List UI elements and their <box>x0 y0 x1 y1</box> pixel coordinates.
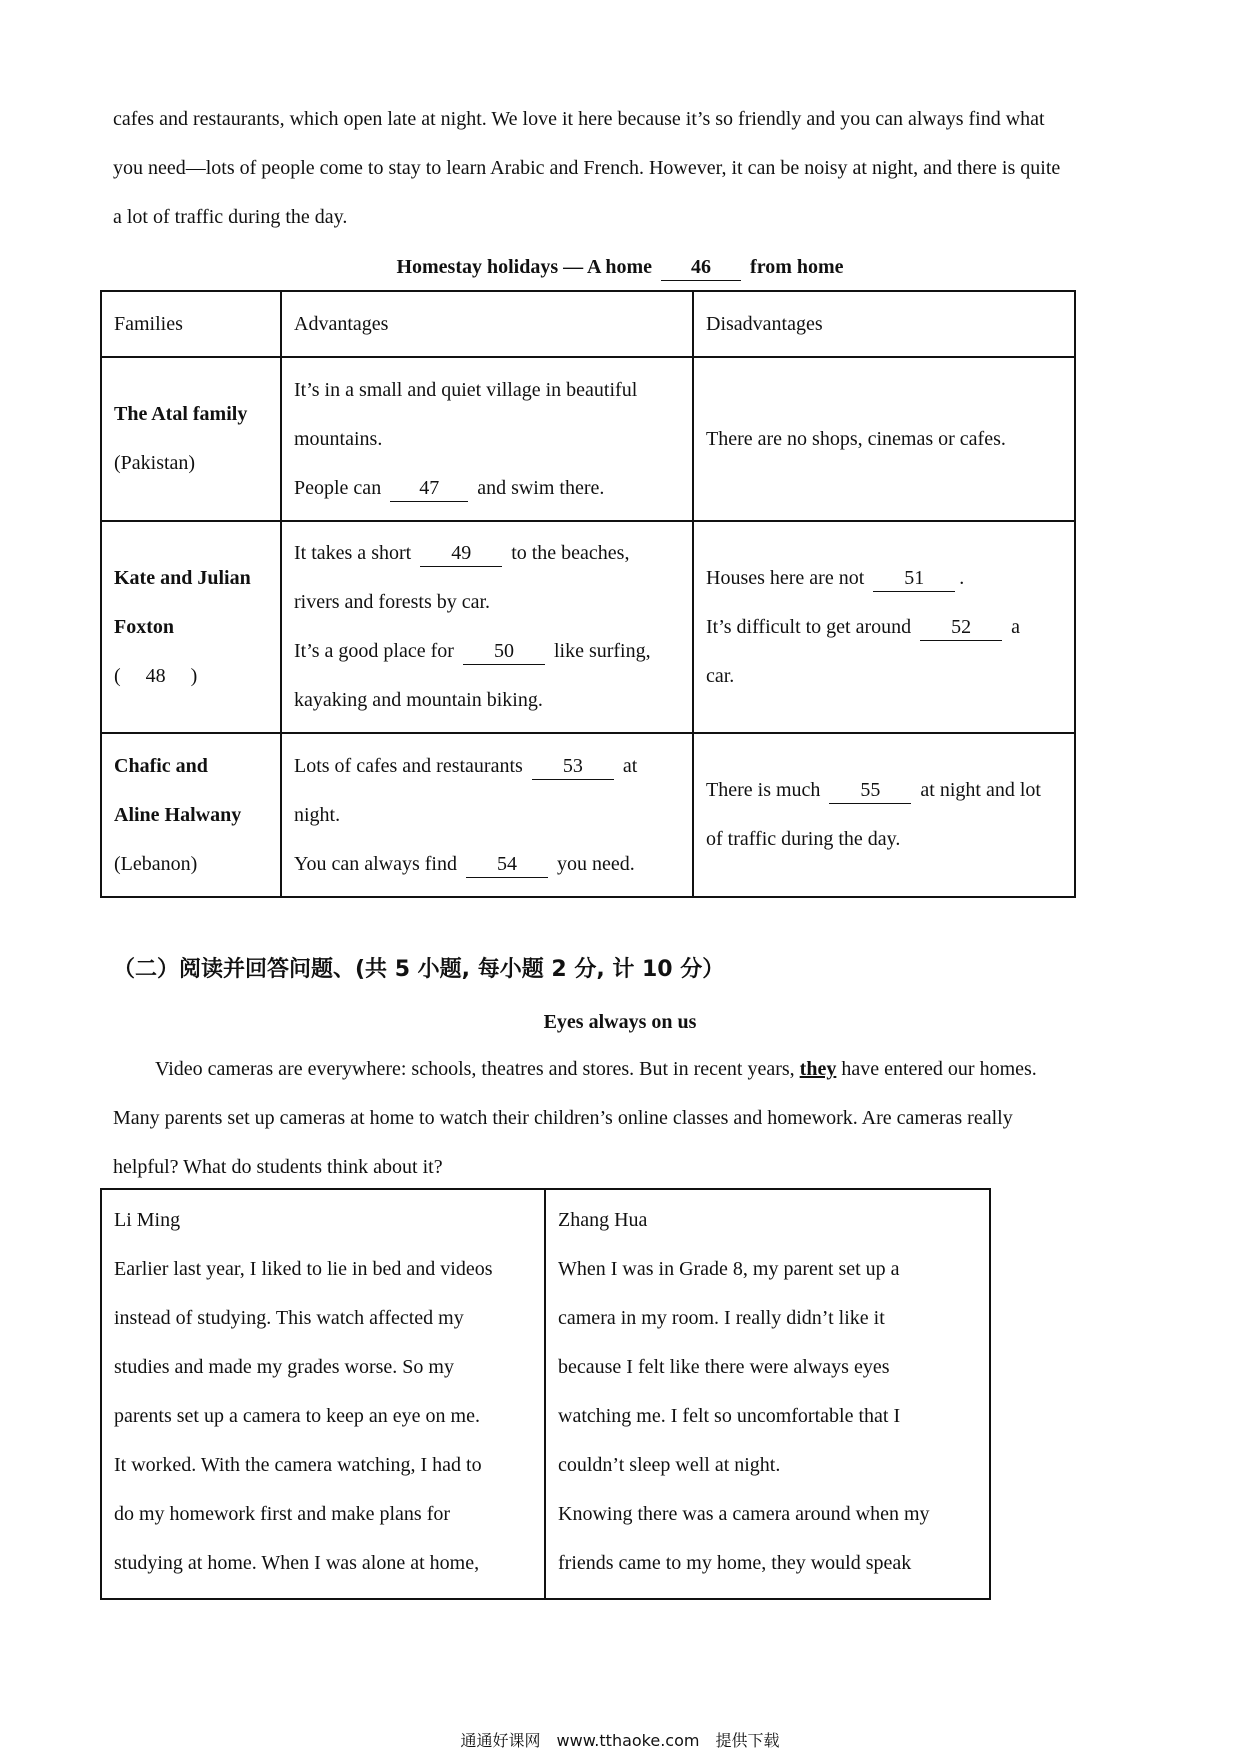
advantages-cell <box>281 357 693 521</box>
paren-open: ( <box>114 664 121 687</box>
family-cell <box>101 521 281 733</box>
zhang-hua-cell <box>545 1189 990 1599</box>
blank-53: 53 <box>532 753 614 780</box>
cell-line: camera in my room. I really didn’t like it <box>558 1307 885 1329</box>
table-row <box>101 521 1075 733</box>
passage-title: Eyes always on us <box>543 1011 697 1033</box>
passage-line: Many parents set up cameras at home to watch their children’s online classes and homework. Are cameras really <box>113 1107 1013 1129</box>
passage-paragraph <box>113 1045 1138 1192</box>
section-heading: （二）阅读并回答问题、(共 5 小题, 每小题 2 分, 计 10 分） <box>113 957 725 982</box>
passage-line: helpful? What do students think about it? <box>113 1156 443 1178</box>
cell-line: mountains. <box>294 427 383 450</box>
table-row <box>101 357 1075 521</box>
li-ming-cell <box>101 1189 545 1599</box>
family-name: Aline Halwany <box>114 803 242 826</box>
cell-line: Earlier last year, I liked to lie in bed and videos <box>114 1258 493 1280</box>
cell-text: It takes a short <box>294 542 412 564</box>
cell-line: parents set up a camera to keep an eye on me. <box>114 1405 480 1427</box>
blank-55: 55 <box>829 777 911 804</box>
intro-paragraph <box>113 95 1138 242</box>
cell-text: and swim there. <box>477 476 605 499</box>
cell-line: kayaking and mountain biking. <box>294 689 543 711</box>
blank-46: 46 <box>661 254 741 281</box>
disadvantages-cell <box>693 521 1075 733</box>
passage-line <box>113 1045 1138 1094</box>
intro-line: you need—lots of people come to stay to learn Arabic and French. However, it can be noisy at night, and there is quite <box>113 157 1061 179</box>
blank-49: 49 <box>420 540 502 567</box>
cell-line: car. <box>706 664 735 687</box>
blank-52: 52 <box>920 614 1002 641</box>
cell-text: Houses here are not <box>706 566 865 589</box>
table-row <box>101 733 1075 897</box>
speaker-name: Zhang Hua <box>558 1209 648 1231</box>
title-text-end: from home <box>750 256 844 278</box>
cell-line: studying at home. When I was alone at home, <box>114 1552 480 1574</box>
cell-line: rivers and forests by car. <box>294 591 491 613</box>
advantages-cell <box>281 733 693 897</box>
underlined-word: they <box>799 1058 837 1080</box>
header-disadvantages: Disadvantages <box>693 291 1075 357</box>
table-row <box>101 1189 990 1599</box>
table-header-row <box>101 291 1075 357</box>
blank-51: 51 <box>873 565 955 592</box>
cell-text: Lots of cafes and restaurants <box>294 754 523 777</box>
cell-line: do my homework first and make plans for <box>114 1503 451 1525</box>
cell-line: of traffic during the day. <box>706 828 901 850</box>
cell-text: It’s a good place for <box>294 640 454 662</box>
homestay-table <box>100 290 1076 898</box>
cell-text: at <box>622 754 638 777</box>
blank-47: 47 <box>390 475 468 502</box>
family-name: The Atal family <box>114 403 248 425</box>
cell-line: Knowing there was a camera around when my <box>558 1503 930 1525</box>
cell-line: watching me. I felt so uncomfortable that I <box>558 1405 901 1427</box>
intro-line: a lot of traffic during the day. <box>113 206 348 228</box>
blank-54: 54 <box>466 851 548 878</box>
cell-line: It worked. With the camera watching, I had to <box>114 1454 482 1476</box>
cell-line <box>294 464 680 513</box>
table1-title <box>0 252 1240 282</box>
cell-text: at night and lot <box>920 779 1041 801</box>
cell-text: like surfing, <box>553 640 651 662</box>
header-advantages: Advantages <box>281 291 693 357</box>
cell-line <box>706 766 1062 815</box>
cell-line: It’s in a small and quiet village in beautiful <box>294 378 638 401</box>
cell-text: It’s difficult to get around <box>706 615 912 638</box>
family-name: Foxton <box>114 615 174 638</box>
cell-line <box>294 742 680 791</box>
cell-text: You can always find <box>294 852 457 875</box>
family-country: (Lebanon) <box>114 852 198 875</box>
family-cell <box>101 357 281 521</box>
cell-text: . <box>959 566 965 589</box>
family-country <box>114 652 268 701</box>
cell-line: because I felt like there were always eyes <box>558 1356 890 1378</box>
cell-text: you need. <box>556 852 635 875</box>
opinions-table <box>100 1188 991 1600</box>
cell-line <box>706 603 1062 652</box>
family-cell <box>101 733 281 897</box>
paren-close: ) <box>190 664 198 687</box>
cell-line <box>294 627 680 676</box>
advantages-cell <box>281 521 693 733</box>
blank-50: 50 <box>463 638 545 665</box>
cell-line <box>294 529 680 578</box>
title-text: Homestay holidays — A home <box>396 256 653 278</box>
cell-line: studies and made my grades worse. So my <box>114 1356 454 1378</box>
cell-line: When I was in Grade 8, my parent set up a <box>558 1258 900 1280</box>
cell-line <box>294 840 680 889</box>
cell-text: There is much <box>706 779 821 801</box>
page-footer: 通通好课网 www.tthaoke.com 提供下载 <box>460 1731 780 1750</box>
cell-line <box>706 554 1062 603</box>
family-country: (Pakistan) <box>114 452 196 474</box>
disadvantages-cell <box>693 733 1075 897</box>
family-name: Chafic and <box>114 754 208 777</box>
blank-48: 48 <box>145 664 166 687</box>
speaker-name: Li Ming <box>114 1209 181 1231</box>
cell-text: to the beaches, <box>511 542 630 564</box>
cell-line: friends came to my home, they would speak <box>558 1552 912 1574</box>
cell-line: instead of studying. This watch affected my <box>114 1307 464 1329</box>
family-name: Kate and Julian <box>114 566 251 589</box>
disadvantages-cell: There are no shops, cinemas or cafes. <box>693 357 1075 521</box>
passage-text: have entered our homes. <box>841 1058 1037 1080</box>
intro-line: cafes and restaurants, which open late at night. We love it here because it’s so friendly and you can always find what <box>113 108 1045 130</box>
cell-line: couldn’t sleep well at night. <box>558 1454 781 1476</box>
cell-text: People can <box>294 476 382 499</box>
passage-text: Video cameras are everywhere: schools, theatres and stores. But in recent years, <box>155 1058 795 1080</box>
cell-line: night. <box>294 803 341 826</box>
cell-text: a <box>1011 615 1021 638</box>
header-families: Families <box>101 291 281 357</box>
